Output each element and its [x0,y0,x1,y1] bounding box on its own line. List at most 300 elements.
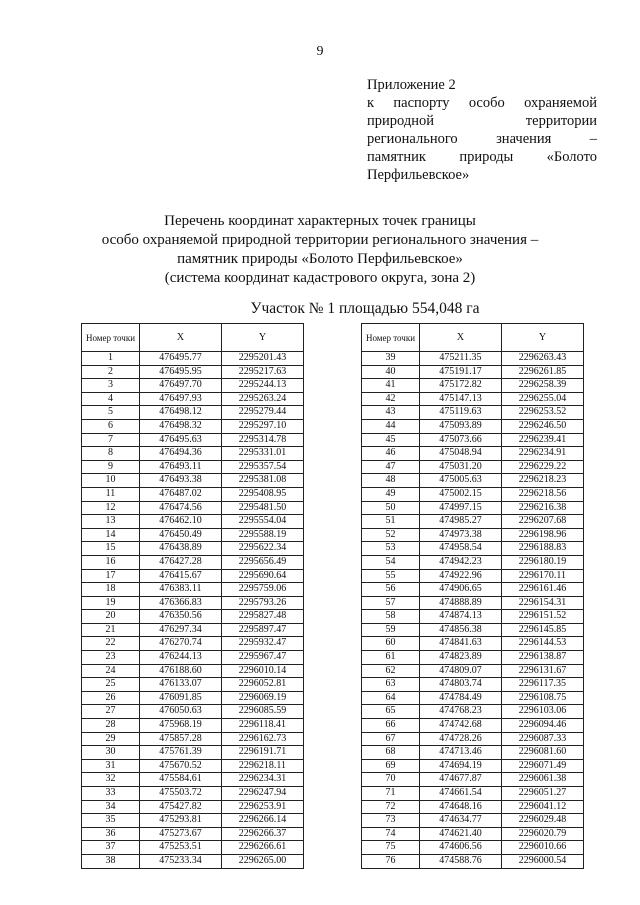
table-row [82,392,304,406]
cell-y: 2296246.50 [502,419,584,433]
appendix-word: охраняемой [524,95,597,111]
table-row [362,732,584,746]
cell-y: 2296266.14 [222,814,304,828]
heading-line-3: памятник природы «Болото Перфильевское» [177,251,463,267]
cell-point-number: 73 [362,814,420,828]
appendix-line-2 [367,94,597,112]
cell-x: 475427.82 [140,800,222,814]
appendix-word: регионального [367,131,458,147]
table-row [82,419,304,433]
cell-y: 2296261.85 [502,365,584,379]
cell-y: 2296229.22 [502,460,584,474]
table-row [362,814,584,828]
cell-x: 476050.63 [140,705,222,719]
appendix-line-5 [367,148,597,166]
cell-y: 2296000.54 [502,854,584,868]
cell-point-number: 9 [82,460,140,474]
cell-y: 2295357.54 [222,460,304,474]
table-header-row [82,324,304,352]
table-row [82,379,304,393]
coordinates-table-right [361,323,584,869]
appendix-word: значения [496,131,552,147]
heading-line-4: (система координат кадастрового округа, зона 2) [164,270,476,286]
cell-y: 2295897.47 [222,623,304,637]
cell-y: 2296234.31 [222,773,304,787]
cell-point-number: 12 [82,501,140,515]
section-title: Участок № 1 площадью 554,048 га [250,300,480,317]
table-row [362,392,584,406]
cell-y: 2296266.37 [222,827,304,841]
cell-y: 2295588.19 [222,528,304,542]
header-point-number: Номер точки [82,324,140,352]
table-row [362,447,584,461]
cell-y: 2296010.66 [502,841,584,855]
cell-point-number: 8 [82,447,140,461]
cell-y: 2296180.19 [502,555,584,569]
table-row [362,800,584,814]
cell-point-number: 60 [362,637,420,651]
cell-y: 2296145.85 [502,623,584,637]
cell-x: 476493.11 [140,460,222,474]
cell-point-number: 13 [82,515,140,529]
header-x: X [420,324,502,352]
table-header-row [362,324,584,352]
cell-y: 2296263.43 [502,352,584,366]
header-y: Y [222,324,304,352]
cell-x: 476427.28 [140,555,222,569]
header-point-number: Номер точки [362,324,420,352]
coordinates-table-left [81,323,304,869]
header-x: X [140,324,222,352]
cell-x: 475002.15 [420,487,502,501]
cell-point-number: 46 [362,447,420,461]
cell-point-number: 43 [362,406,420,420]
table-row [82,528,304,542]
cell-point-number: 4 [82,392,140,406]
cell-point-number: 67 [362,732,420,746]
table-row [362,610,584,624]
cell-x: 476474.56 [140,501,222,515]
cell-x: 476366.83 [140,596,222,610]
cell-x: 475147.13 [420,392,502,406]
table-row [82,691,304,705]
table-row [362,569,584,583]
cell-y: 2296118.41 [222,719,304,733]
table-row [82,651,304,665]
cell-point-number: 47 [362,460,420,474]
cell-y: 2295932.47 [222,637,304,651]
cell-x: 475172.82 [420,379,502,393]
cell-point-number: 26 [82,691,140,705]
cell-x: 474588.76 [420,854,502,868]
table-row [82,474,304,488]
cell-y: 2295217.63 [222,365,304,379]
cell-point-number: 74 [362,827,420,841]
cell-point-number: 52 [362,528,420,542]
cell-x: 474784.49 [420,691,502,705]
cell-x: 474823.89 [420,651,502,665]
cell-x: 475005.63 [420,474,502,488]
cell-point-number: 19 [82,596,140,610]
cell-x: 476495.95 [140,365,222,379]
cell-x: 474856.38 [420,623,502,637]
cell-point-number: 59 [362,623,420,637]
cell-point-number: 7 [82,433,140,447]
cell-y: 2296069.19 [222,691,304,705]
table-row [82,460,304,474]
cell-point-number: 66 [362,719,420,733]
cell-x: 476188.60 [140,664,222,678]
cell-x: 474661.54 [420,787,502,801]
table-row [82,501,304,515]
cell-y: 2295279.44 [222,406,304,420]
cell-y: 2296207.68 [502,515,584,529]
cell-point-number: 65 [362,705,420,719]
cell-point-number: 50 [362,501,420,515]
cell-x: 476462.10 [140,515,222,529]
table-row [82,746,304,760]
cell-y: 2296138.87 [502,651,584,665]
cell-point-number: 69 [362,759,420,773]
table-row [82,542,304,556]
table-row [82,787,304,801]
table-row [82,814,304,828]
cell-point-number: 62 [362,664,420,678]
cell-x: 476415.67 [140,569,222,583]
cell-y: 2295967.47 [222,651,304,665]
cell-x: 475191.17 [420,365,502,379]
table-row [82,705,304,719]
cell-point-number: 44 [362,419,420,433]
cell-point-number: 1 [82,352,140,366]
appendix-word: «Болото [546,149,597,165]
table-row [82,596,304,610]
cell-point-number: 38 [82,854,140,868]
cell-point-number: 49 [362,487,420,501]
cell-y: 2296234.91 [502,447,584,461]
cell-y: 2296253.91 [222,800,304,814]
cell-y: 2296020.79 [502,827,584,841]
cell-y: 2296108.75 [502,691,584,705]
cell-x: 476497.93 [140,392,222,406]
table-row [82,555,304,569]
table-row [82,433,304,447]
cell-y: 2296081.60 [502,746,584,760]
cell-point-number: 71 [362,787,420,801]
cell-x: 476495.63 [140,433,222,447]
table-row [362,691,584,705]
table-row [362,854,584,868]
cell-point-number: 10 [82,474,140,488]
cell-x: 476438.89 [140,542,222,556]
cell-y: 2296117.35 [502,678,584,692]
cell-y: 2296029.48 [502,814,584,828]
appendix-block [367,76,597,184]
table-row [362,501,584,515]
cell-x: 474922.96 [420,569,502,583]
table-row [82,610,304,624]
cell-point-number: 55 [362,569,420,583]
cell-y: 2296255.04 [502,392,584,406]
cell-y: 2296151.52 [502,610,584,624]
cell-x: 475857.28 [140,732,222,746]
cell-y: 2296170.11 [502,569,584,583]
cell-x: 474713.46 [420,746,502,760]
appendix-word: – [589,131,597,147]
cell-point-number: 37 [82,841,140,855]
cell-point-number: 54 [362,555,420,569]
cell-point-number: 61 [362,651,420,665]
cell-y: 2296239.41 [502,433,584,447]
cell-point-number: 34 [82,800,140,814]
cell-x: 474841.63 [420,637,502,651]
appendix-word: памятник [367,149,426,165]
table-row [82,623,304,637]
cell-y: 2296162.73 [222,732,304,746]
cell-y: 2295481.50 [222,501,304,515]
cell-point-number: 76 [362,854,420,868]
cell-y: 2295408.95 [222,487,304,501]
cell-point-number: 27 [82,705,140,719]
heading-line-1: Перечень координат характерных точек границы [164,213,476,229]
cell-y: 2296161.46 [502,583,584,597]
cell-point-number: 56 [362,583,420,597]
cell-x: 476450.49 [140,528,222,542]
cell-point-number: 33 [82,787,140,801]
cell-point-number: 41 [362,379,420,393]
cell-y: 2295554.04 [222,515,304,529]
cell-point-number: 23 [82,651,140,665]
table-row [82,487,304,501]
cell-point-number: 45 [362,433,420,447]
cell-y: 2295201.43 [222,352,304,366]
cell-x: 474694.19 [420,759,502,773]
cell-x: 474973.38 [420,528,502,542]
table-row [362,379,584,393]
cell-x: 476383.11 [140,583,222,597]
cell-x: 475584.61 [140,773,222,787]
cell-y: 2295331.01 [222,447,304,461]
cell-y: 2295827.48 [222,610,304,624]
cell-point-number: 57 [362,596,420,610]
cell-y: 2296131.67 [502,664,584,678]
appendix-line-3 [367,112,597,130]
cell-x: 474803.74 [420,678,502,692]
cell-y: 2295793.26 [222,596,304,610]
cell-point-number: 51 [362,515,420,529]
table-row [82,800,304,814]
appendix-line-6: Перфильевское» [367,167,470,183]
cell-point-number: 68 [362,746,420,760]
appendix-line-1: Приложение 2 [367,77,456,93]
cell-y: 2296103.06 [502,705,584,719]
table-row [362,678,584,692]
cell-y: 2295314.78 [222,433,304,447]
cell-x: 476498.32 [140,419,222,433]
cell-x: 475031.20 [420,460,502,474]
cell-x: 474648.16 [420,800,502,814]
table-row [82,365,304,379]
cell-x: 476493.38 [140,474,222,488]
table-row [362,487,584,501]
cell-x: 475211.35 [420,352,502,366]
cell-point-number: 30 [82,746,140,760]
document-heading [0,212,640,288]
cell-y: 2295297.10 [222,419,304,433]
table-row [82,406,304,420]
cell-point-number: 40 [362,365,420,379]
cell-y: 2295759.06 [222,583,304,597]
cell-point-number: 2 [82,365,140,379]
cell-x: 474742.68 [420,719,502,733]
table-row [82,854,304,868]
cell-point-number: 28 [82,719,140,733]
heading-line-2: особо охраняемой природной территории регионального значения – [101,232,539,248]
cell-x: 476297.34 [140,623,222,637]
cell-x: 474958.54 [420,542,502,556]
cell-y: 2295622.34 [222,542,304,556]
cell-y: 2296247.94 [222,787,304,801]
table-row [82,732,304,746]
cell-y: 2296087.33 [502,732,584,746]
cell-y: 2295656.49 [222,555,304,569]
cell-point-number: 64 [362,691,420,705]
cell-point-number: 32 [82,773,140,787]
cell-x: 476487.02 [140,487,222,501]
cell-y: 2296061.38 [502,773,584,787]
cell-x: 474634.77 [420,814,502,828]
cell-point-number: 18 [82,583,140,597]
cell-point-number: 72 [362,800,420,814]
cell-y: 2296258.39 [502,379,584,393]
table-row [82,841,304,855]
cell-y: 2296051.27 [502,787,584,801]
cell-x: 475670.52 [140,759,222,773]
cell-y: 2296010.14 [222,664,304,678]
appendix-word: к [367,95,375,111]
cell-y: 2295263.24 [222,392,304,406]
cell-point-number: 42 [362,392,420,406]
cell-x: 475119.63 [420,406,502,420]
table-row [82,569,304,583]
table-row [362,515,584,529]
cell-y: 2296216.38 [502,501,584,515]
appendix-line-4 [367,130,597,148]
cell-point-number: 70 [362,773,420,787]
cell-y: 2296085.59 [222,705,304,719]
cell-point-number: 25 [82,678,140,692]
table-row [362,352,584,366]
cell-point-number: 22 [82,637,140,651]
cell-point-number: 75 [362,841,420,855]
table-row [362,651,584,665]
cell-x: 476498.12 [140,406,222,420]
cell-x: 475093.89 [420,419,502,433]
cell-x: 475253.51 [140,841,222,855]
table-row [362,746,584,760]
cell-y: 2296094.46 [502,719,584,733]
table-row [362,583,584,597]
cell-point-number: 35 [82,814,140,828]
cell-point-number: 39 [362,352,420,366]
cell-y: 2296144.53 [502,637,584,651]
table-row [362,719,584,733]
cell-y: 2296266.61 [222,841,304,855]
cell-x: 474874.13 [420,610,502,624]
table-row [362,637,584,651]
appendix-word: природной [367,113,434,129]
cell-point-number: 20 [82,610,140,624]
table-row [82,447,304,461]
table-row [362,419,584,433]
cell-x: 476270.74 [140,637,222,651]
table-row [362,542,584,556]
table-row [362,433,584,447]
table-row [82,773,304,787]
appendix-word: паспорту [393,95,450,111]
table-row [82,583,304,597]
table-row [82,515,304,529]
cell-y: 2296218.11 [222,759,304,773]
cell-x: 474888.89 [420,596,502,610]
cell-x: 475761.39 [140,746,222,760]
cell-x: 475968.19 [140,719,222,733]
cell-x: 474606.56 [420,841,502,855]
cell-point-number: 3 [82,379,140,393]
appendix-word: особо [468,95,505,111]
table-row [362,365,584,379]
cell-point-number: 16 [82,555,140,569]
cell-point-number: 21 [82,623,140,637]
cell-y: 2296052.81 [222,678,304,692]
cell-point-number: 15 [82,542,140,556]
table-row [362,827,584,841]
page-number: 9 [316,44,324,59]
table-row [362,705,584,719]
table-row [362,759,584,773]
cell-x: 474728.26 [420,732,502,746]
table-row [362,664,584,678]
table-row [82,352,304,366]
cell-y: 2296265.00 [222,854,304,868]
appendix-word: территории [525,113,597,129]
table-row [362,460,584,474]
cell-x: 476244.13 [140,651,222,665]
cell-y: 2296198.96 [502,528,584,542]
cell-x: 474985.27 [420,515,502,529]
cell-y: 2296253.52 [502,406,584,420]
cell-x: 474768.23 [420,705,502,719]
table-row [82,678,304,692]
cell-point-number: 36 [82,827,140,841]
cell-y: 2296218.23 [502,474,584,488]
cell-point-number: 29 [82,732,140,746]
cell-y: 2295381.08 [222,474,304,488]
table-row [362,773,584,787]
table-row [362,474,584,488]
cell-x: 476133.07 [140,678,222,692]
cell-x: 474809.07 [420,664,502,678]
cell-point-number: 11 [82,487,140,501]
cell-x: 474997.15 [420,501,502,515]
table-row [362,787,584,801]
table-row [362,528,584,542]
cell-y: 2296218.56 [502,487,584,501]
cell-point-number: 6 [82,419,140,433]
cell-x: 474942.23 [420,555,502,569]
cell-x: 475503.72 [140,787,222,801]
cell-y: 2295690.64 [222,569,304,583]
